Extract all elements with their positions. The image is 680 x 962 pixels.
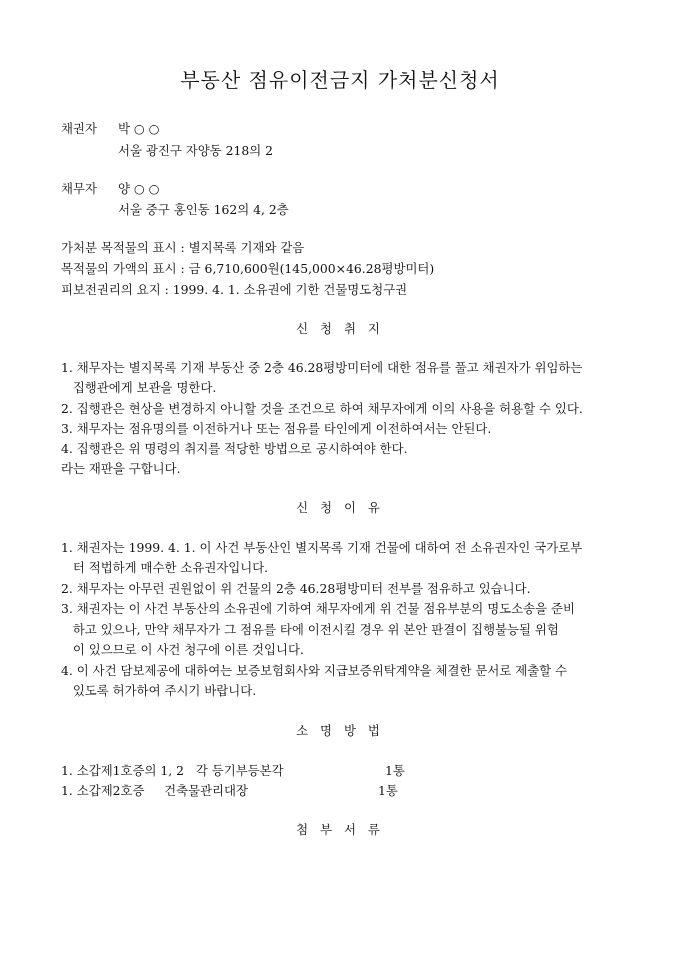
purpose-item-1-line-1: 1. 채무자는 별지목록 기재 부동산 중 2층 46.28평방미터에 대한 점유를 풀고 채권자가 위임하는: [61, 360, 583, 375]
purpose-item-2: 2. 집행관은 현상을 변경하지 아니할 것을 조건으로 하여 채무자에게 이의 사용을 허용할 수 있다.: [61, 401, 583, 416]
reason-item-2: 2. 채무자는 아무런 권원없이 위 건물의 2층 46.28평방미터 전부를 점유하고 있습니다.: [61, 581, 531, 596]
debtor-label: 채무자: [61, 181, 97, 196]
purpose-item-1-line-2: 집행관에게 보관을 명한다.: [61, 380, 217, 395]
debtor-address: 서울 중구 홍인동 162의 4, 2층: [118, 202, 289, 217]
creditor-address: 서울 광진구 자양동 218의 2: [118, 143, 274, 158]
right-summary: 피보전권리의 요지 : 1999. 4. 1. 소유권에 기한 건물명도청구권: [61, 282, 408, 297]
creditor-label: 채권자: [61, 121, 97, 136]
target-value: 목적물의 가액의 표시 : 금 6,710,600원(145,000×46.28평방미터): [61, 261, 435, 276]
reason-item-3-line-2: 하고 있으나, 만약 채무자가 그 점유를 타에 이전시킬 경우 위 본안 판결이 집행불능될 위험: [61, 622, 559, 637]
attachments-heading: 첨 부 서 류: [296, 822, 384, 837]
reason-item-3-line-1: 3. 채권자는 이 사건 부동산의 소유권에 기하여 채무자에게 위 건물 점유부분의 명도소송을 준비: [61, 601, 575, 616]
purpose-item-4: 4. 집행관은 위 명령의 취지를 적당한 방법으로 공시하여야 한다.: [61, 441, 408, 456]
target-display: 가처분 목적물의 표시 : 별지목록 기재와 같음: [61, 240, 305, 255]
reason-item-4-line-1: 4. 이 사건 담보제공에 대하여는 보증보험회사와 지급보증위탁계약을 체결한 문서로 제출할 수: [61, 663, 568, 678]
reason-item-1-line-2: 터 적법하게 매수한 소유권자입니다.: [61, 560, 269, 575]
reason-item-1-line-1: 1. 채권자는 1999. 4. 1. 이 사건 부동산인 별지목록 기재 건물에 대하여 전 소유권자인 국가로부: [61, 540, 583, 555]
evidence-item-2-label: 1. 소갑제2호증 건축물관리대장: [61, 783, 248, 798]
debtor-name: 양 ○ ○: [118, 181, 160, 196]
creditor-name: 박 ○ ○: [118, 121, 160, 136]
reason-item-4-line-2: 있도록 허가하여 주시기 바랍니다.: [61, 683, 257, 698]
evidence-heading: 소 명 방 법: [296, 723, 384, 738]
document-title: 부동산 점유이전금지 가처분신청서: [180, 68, 500, 92]
purpose-item-3: 3. 채무자는 점유명의를 이전하거나 또는 점유를 타인에게 이전하여서는 안된다.: [61, 421, 492, 436]
purpose-closing: 라는 재판을 구합니다.: [61, 461, 181, 476]
evidence-item-1-label: 1. 소갑제1호증의 1, 2 각 등기부등본각: [61, 763, 284, 778]
evidence-item-1-count: 1통: [385, 763, 405, 778]
purpose-heading: 신 청 취 지: [296, 321, 384, 336]
evidence-item-2-count: 1통: [378, 783, 398, 798]
reasons-heading: 신 청 이 유: [296, 500, 384, 515]
reason-item-3-line-3: 이 있으므로 이 사건 청구에 이른 것입니다.: [61, 642, 304, 657]
